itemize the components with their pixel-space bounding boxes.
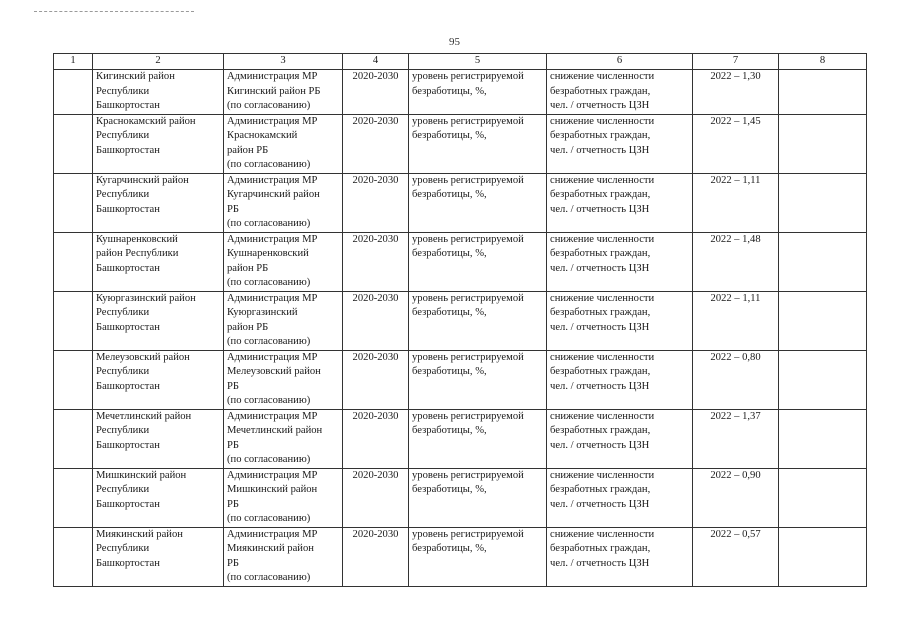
indicator-line: уровень регистрируемой xyxy=(412,71,524,82)
executor-line: Мишкинский район xyxy=(227,484,318,495)
target-value-cell: 2022 – 1,11 xyxy=(693,173,779,232)
indicator-line: безработицы, %, xyxy=(412,484,487,495)
indicator-line: уровень регистрируемой xyxy=(412,351,524,363)
target-value-cell: 2022 – 1,37 xyxy=(693,409,779,468)
period-cell: 2020-2030 xyxy=(343,70,409,115)
district-line: район Республики xyxy=(96,248,179,259)
target-value-cell: 2022 – 1,30 xyxy=(693,70,779,115)
indicator-cell xyxy=(409,173,547,232)
executor-line: (по согласованию) xyxy=(227,277,311,288)
measures-table xyxy=(53,53,867,587)
note-cell xyxy=(779,527,867,586)
scan-artifact-line xyxy=(34,11,194,12)
row-number-cell xyxy=(54,70,93,115)
executor-line: Администрация МР xyxy=(227,528,318,540)
target-value-cell: 2022 – 0,90 xyxy=(693,468,779,527)
district-line: Республики xyxy=(96,366,150,377)
district-line: Краснокамский район xyxy=(96,115,196,127)
col-header-5: 5 xyxy=(409,54,547,70)
note-cell xyxy=(779,291,867,350)
executor-line: (по согласованию) xyxy=(227,572,311,583)
district-line: Кушнаренковский xyxy=(96,233,178,245)
executor-line: Администрация МР xyxy=(227,469,318,481)
district-cell xyxy=(93,114,224,173)
executor-line: Администрация МР xyxy=(227,233,318,245)
target-value-cell: 2022 – 0,80 xyxy=(693,350,779,409)
result-line: чел. / отчетность ЦЗН xyxy=(550,100,650,111)
executor-line: район РБ xyxy=(227,262,269,274)
target-value-cell: 2022 – 0,57 xyxy=(693,527,779,586)
district-line: Кигинский район xyxy=(96,71,175,82)
executor-line: район РБ xyxy=(227,321,269,333)
executor-cell xyxy=(224,409,343,468)
executor-line: Мечетлинский район xyxy=(227,425,323,436)
district-cell xyxy=(93,350,224,409)
table-row xyxy=(54,409,867,468)
result-line: снижение численности xyxy=(550,410,655,422)
executor-line: (по согласованию) xyxy=(227,159,311,170)
district-line: Республики xyxy=(96,130,150,141)
note-cell xyxy=(779,468,867,527)
district-line: Куюргазинский район xyxy=(96,292,196,304)
indicator-line: безработицы, %, xyxy=(412,425,487,436)
page-number: 95 xyxy=(449,36,460,48)
col-header-2: 2 xyxy=(93,54,224,70)
col-header-8: 8 xyxy=(779,54,867,70)
executor-line: Администрация МР xyxy=(227,115,318,127)
result-cell xyxy=(547,291,693,350)
district-line: Республики xyxy=(96,85,150,97)
district-line: Республики xyxy=(96,484,150,495)
period-cell: 2020-2030 xyxy=(343,173,409,232)
executor-cell xyxy=(224,232,343,291)
period-cell: 2020-2030 xyxy=(343,291,409,350)
executor-line: Кугарчинский район xyxy=(227,189,320,200)
indicator-line: безработицы, %, xyxy=(412,85,487,97)
executor-line: Администрация МР xyxy=(227,292,318,304)
indicator-line: уровень регистрируемой xyxy=(412,528,524,540)
indicator-line: безработицы, %, xyxy=(412,189,487,200)
indicator-cell xyxy=(409,527,547,586)
result-line: безработных граждан, xyxy=(550,366,651,377)
result-cell xyxy=(547,114,693,173)
executor-line: РБ xyxy=(227,498,239,510)
result-line: чел. / отчетность ЦЗН xyxy=(550,439,650,451)
indicator-cell xyxy=(409,468,547,527)
result-line: безработных граждан, xyxy=(550,307,651,318)
indicator-cell xyxy=(409,232,547,291)
executor-line: РБ xyxy=(227,203,239,215)
result-cell xyxy=(547,409,693,468)
executor-line: (по согласованию) xyxy=(227,454,311,465)
indicator-line: безработицы, %, xyxy=(412,248,487,259)
row-number-cell xyxy=(54,409,93,468)
period-cell: 2020-2030 xyxy=(343,114,409,173)
table-row xyxy=(54,350,867,409)
period-cell: 2020-2030 xyxy=(343,409,409,468)
period-cell: 2020-2030 xyxy=(343,232,409,291)
row-number-cell xyxy=(54,232,93,291)
district-cell xyxy=(93,468,224,527)
indicator-line: уровень регистрируемой xyxy=(412,469,524,481)
table-row xyxy=(54,70,867,115)
result-line: чел. / отчетность ЦЗН xyxy=(550,144,650,156)
executor-line: РБ xyxy=(227,557,239,569)
district-line: Мелеузовский район xyxy=(96,351,190,363)
result-line: снижение численности xyxy=(550,351,655,363)
result-line: снижение численности xyxy=(550,174,655,186)
note-cell xyxy=(779,232,867,291)
period-cell: 2020-2030 xyxy=(343,350,409,409)
indicator-cell xyxy=(409,114,547,173)
executor-line: Кушнаренковский xyxy=(227,248,309,259)
row-number-cell xyxy=(54,527,93,586)
table-row xyxy=(54,173,867,232)
result-cell xyxy=(547,232,693,291)
table-body xyxy=(54,70,867,587)
note-cell xyxy=(779,173,867,232)
table-row xyxy=(54,232,867,291)
result-line: снижение численности xyxy=(550,71,655,82)
target-value-cell: 2022 – 1,11 xyxy=(693,291,779,350)
executor-line: (по согласованию) xyxy=(227,513,311,524)
district-line: Башкортостан xyxy=(96,203,160,215)
executor-cell xyxy=(224,173,343,232)
indicator-cell xyxy=(409,350,547,409)
indicator-cell xyxy=(409,409,547,468)
executor-line: Мелеузовский район xyxy=(227,366,321,377)
district-line: Башкортостан xyxy=(96,144,160,156)
executor-line: Куюргазинский xyxy=(227,307,298,318)
result-line: снижение численности xyxy=(550,233,655,245)
result-line: чел. / отчетность ЦЗН xyxy=(550,557,650,569)
result-line: чел. / отчетность ЦЗН xyxy=(550,498,650,510)
executor-line: Миякинский район xyxy=(227,543,314,554)
result-line: чел. / отчетность ЦЗН xyxy=(550,262,650,274)
result-line: безработных граждан, xyxy=(550,425,651,436)
district-line: Кугарчинский район xyxy=(96,174,189,186)
col-header-6: 6 xyxy=(547,54,693,70)
district-line: Мечетлинский район xyxy=(96,410,192,422)
note-cell xyxy=(779,409,867,468)
indicator-line: безработицы, %, xyxy=(412,307,487,318)
table-header-row xyxy=(54,54,867,70)
result-line: снижение численности xyxy=(550,469,655,481)
indicator-line: уровень регистрируемой xyxy=(412,115,524,127)
indicator-cell xyxy=(409,291,547,350)
result-line: безработных граждан, xyxy=(550,130,651,141)
district-line: Башкортостан xyxy=(96,380,160,392)
table-row xyxy=(54,291,867,350)
indicator-line: уровень регистрируемой xyxy=(412,410,524,422)
district-line: Башкортостан xyxy=(96,557,160,569)
result-line: безработных граждан, xyxy=(550,248,651,259)
indicator-line: уровень регистрируемой xyxy=(412,174,524,186)
row-number-cell xyxy=(54,291,93,350)
executor-line: (по согласованию) xyxy=(227,218,311,229)
note-cell xyxy=(779,70,867,115)
target-value-cell: 2022 – 1,48 xyxy=(693,232,779,291)
district-line: Миякинский район xyxy=(96,528,183,540)
result-line: снижение численности xyxy=(550,528,655,540)
result-line: чел. / отчетность ЦЗН xyxy=(550,203,650,215)
executor-line: Краснокамский xyxy=(227,130,298,141)
district-cell xyxy=(93,291,224,350)
district-line: Республики xyxy=(96,307,150,318)
executor-line: (по согласованию) xyxy=(227,100,311,111)
district-line: Мишкинский район xyxy=(96,469,187,481)
row-number-cell xyxy=(54,173,93,232)
executor-line: Администрация МР xyxy=(227,351,318,363)
col-header-3: 3 xyxy=(224,54,343,70)
executor-line: РБ xyxy=(227,439,239,451)
col-header-7: 7 xyxy=(693,54,779,70)
district-cell xyxy=(93,409,224,468)
district-line: Республики xyxy=(96,543,150,554)
result-cell xyxy=(547,173,693,232)
executor-cell xyxy=(224,468,343,527)
indicator-line: безработицы, %, xyxy=(412,366,487,377)
executor-line: Администрация МР xyxy=(227,71,318,82)
executor-line: (по согласованию) xyxy=(227,336,311,347)
indicator-line: безработицы, %, xyxy=(412,543,487,554)
executor-line: Администрация МР xyxy=(227,174,318,186)
executor-cell xyxy=(224,350,343,409)
period-cell: 2020-2030 xyxy=(343,468,409,527)
executor-line: район РБ xyxy=(227,144,269,156)
district-line: Республики xyxy=(96,425,150,436)
row-number-cell xyxy=(54,350,93,409)
target-value-cell: 2022 – 1,45 xyxy=(693,114,779,173)
result-line: безработных граждан, xyxy=(550,484,651,495)
district-cell xyxy=(93,527,224,586)
executor-line: Кигинский район РБ xyxy=(227,85,321,97)
result-line: чел. / отчетность ЦЗН xyxy=(550,380,650,392)
indicator-line: безработицы, %, xyxy=(412,130,487,141)
district-cell xyxy=(93,232,224,291)
district-cell xyxy=(93,70,224,115)
note-cell xyxy=(779,114,867,173)
executor-cell xyxy=(224,527,343,586)
district-line: Башкортостан xyxy=(96,262,160,274)
result-cell xyxy=(547,350,693,409)
table-row xyxy=(54,114,867,173)
district-line: Республики xyxy=(96,189,150,200)
result-line: снижение численности xyxy=(550,292,655,304)
executor-line: РБ xyxy=(227,380,239,392)
result-line: снижение численности xyxy=(550,115,655,127)
district-line: Башкортостан xyxy=(96,100,160,111)
table-row xyxy=(54,468,867,527)
row-number-cell xyxy=(54,468,93,527)
result-line: безработных граждан, xyxy=(550,543,651,554)
district-line: Башкортостан xyxy=(96,498,160,510)
col-header-1: 1 xyxy=(54,54,93,70)
district-line: Башкортостан xyxy=(96,439,160,451)
row-number-cell xyxy=(54,114,93,173)
district-cell xyxy=(93,173,224,232)
executor-line: Администрация МР xyxy=(227,410,318,422)
note-cell xyxy=(779,350,867,409)
table-row xyxy=(54,527,867,586)
district-line: Башкортостан xyxy=(96,321,160,333)
executor-cell xyxy=(224,114,343,173)
result-line: безработных граждан, xyxy=(550,85,651,97)
indicator-line: уровень регистрируемой xyxy=(412,292,524,304)
result-cell xyxy=(547,468,693,527)
result-cell xyxy=(547,527,693,586)
indicator-line: уровень регистрируемой xyxy=(412,233,524,245)
result-line: безработных граждан, xyxy=(550,189,651,200)
col-header-4: 4 xyxy=(343,54,409,70)
indicator-cell xyxy=(409,70,547,115)
executor-line: (по согласованию) xyxy=(227,395,311,406)
executor-cell xyxy=(224,70,343,115)
executor-cell xyxy=(224,291,343,350)
period-cell: 2020-2030 xyxy=(343,527,409,586)
result-cell xyxy=(547,70,693,115)
result-line: чел. / отчетность ЦЗН xyxy=(550,321,650,333)
